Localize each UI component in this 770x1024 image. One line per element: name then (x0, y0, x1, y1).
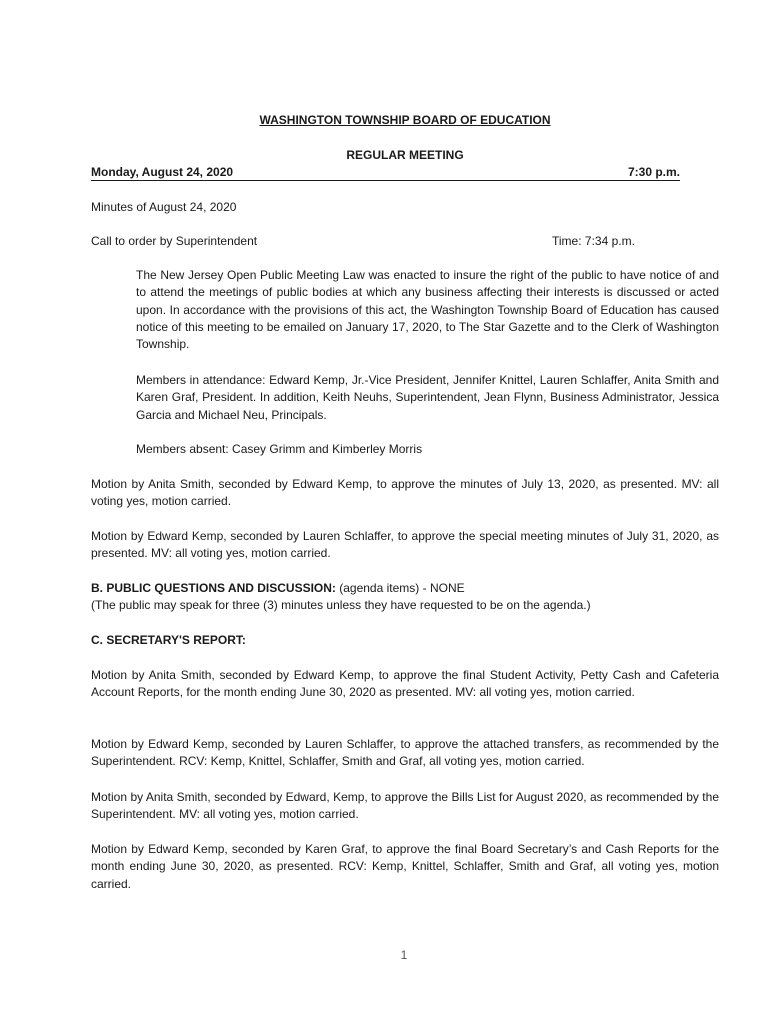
motion-minutes-july31: Motion by Edward Kemp, seconded by Lauren Schlaffer, to approve the special meeting minutes of July 31, 2020, as presented. MV: all voting yes, motion carried. (91, 529, 719, 561)
meeting-date: Monday, August 24, 2020 (91, 165, 234, 179)
motion-transfers: Motion by Edward Kemp, seconded by Lauren Schlaffer, to approve the attached transfers, as recommended by the Superintendent. RCV: Kemp, Knittel, Schlaffer, Smith and Graf, all voting yes, motion carried. (91, 737, 719, 769)
members-attendance: Members in attendance: Edward Kemp, Jr.-Vice President, Jennifer Knittel, Lauren Schlaffer, Anita Smith and Karen Graf, President. In addition, Keith Neuhs, Superintendent, Jean Flynn, Business Administrator, Jessica Garcia and Michael Neu, Principals. (136, 373, 719, 422)
motion-student-activity: Motion by Anita Smith, seconded by Edward Kemp, to approve the final Student Activity, Petty Cash and Cafeteria Account Reports, for the month ending June 30, 2020 as presented. MV: all voting yes, motion carried. (91, 668, 719, 700)
page-number: 1 (400, 948, 408, 962)
meeting-type: REGULAR MEETING (346, 148, 464, 162)
motion-secretary-reports: Motion by Edward Kemp, seconded by Karen Graf, to approve the final Board Secretary’s and Cash Reports for the month ending June 30, 2020, as presented. RCV: Kemp, Knittel, Schlaffer, Smith and Graf, all voting yes, motion carried. (91, 842, 719, 891)
section-b-note: (The public may speak for three (3) minutes unless they have requested to be on the agenda.) (91, 598, 591, 612)
call-time: Time: 7:34 p.m. (552, 234, 635, 248)
opma-statement: The New Jersey Open Public Meeting Law was enacted to insure the right of the public to have notice of and to attend the meetings of public bodies at which any business affecting their interests is discussed or acted upon. In accordance with the provisions of this act, the Washington Township Board of Education has caused notice of this meeting to be emailed on January 17, 2020, to The Star Gazette and to the Clerk of Washington Township. (136, 268, 719, 352)
document-title: WASHINGTON TOWNSHIP BOARD OF EDUCATION (259, 113, 551, 127)
section-b-title: B. PUBLIC QUESTIONS AND DISCUSSION: (91, 581, 336, 595)
date-line (91, 164, 680, 181)
section-b-suffix: (agenda items) - NONE (335, 581, 465, 595)
motion-minutes-july13: Motion by Anita Smith, seconded by Edward Kemp, to approve the minutes of July 13, 2020, as presented. MV: all voting yes, motion carried. (91, 477, 719, 509)
section-c-heading: C. SECRETARY'S REPORT: (91, 633, 246, 647)
call-to-order: Call to order by Superintendent (91, 234, 258, 248)
section-b-heading (91, 580, 719, 597)
members-absent: Members absent: Casey Grimm and Kimberley Morris (136, 442, 423, 456)
meeting-time: 7:30 p.m. (627, 165, 680, 179)
minutes-of: Minutes of August 24, 2020 (91, 200, 237, 214)
motion-bills-list: Motion by Anita Smith, seconded by Edward, Kemp, to approve the Bills List for August 2020, as recommended by the Superintendent. MV: all voting yes, motion carried. (91, 790, 719, 822)
